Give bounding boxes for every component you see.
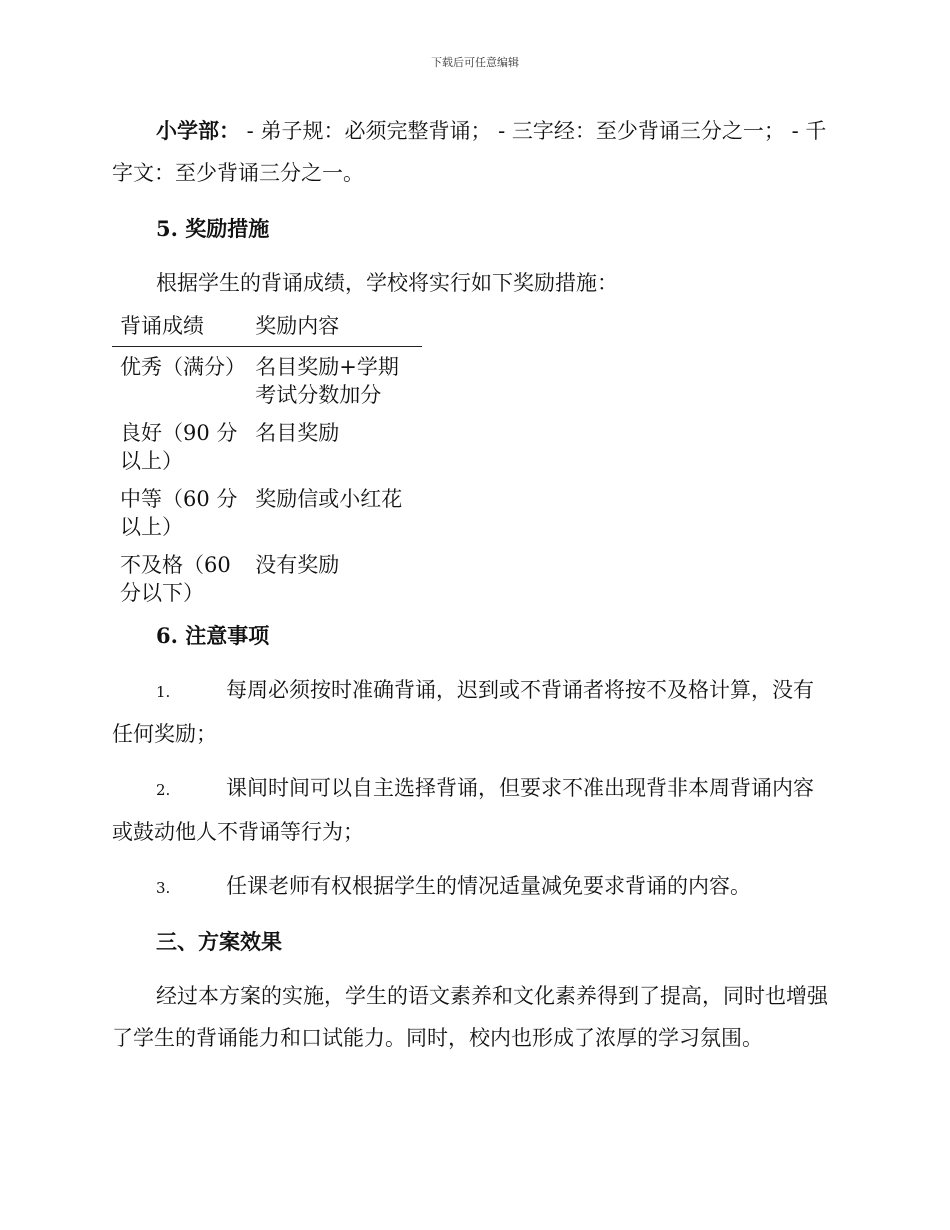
primary-text: - 弟子规：必须完整背诵； - 三字经：至少背诵三分之一； - 千字文：至少背诵三分之一。 [112,119,827,185]
reward-table-cell-score: 不及格（60 分以下） [120,553,231,605]
document-body [112,110,832,1059]
note-text: 每周必须按时准确背诵，迟到或不背诵者将按不及格计算，没有任何奖励； [112,678,814,746]
reward-table-cell-score: 优秀（满分） [120,355,246,379]
list-item [112,767,832,853]
reward-table-cell-score: 中等（60 分以上） [120,487,238,539]
reward-table-cell-reward: 奖励信或小红花 [255,487,403,511]
reward-heading: 5. 奖励措施 [156,216,270,241]
list-item [112,865,832,909]
reward-table-cell-score: 良好（90 分以上） [120,421,238,473]
reward-table-header-score: 背诵成绩 [112,308,247,347]
table-row [112,413,422,479]
note-text: 课间时间可以自主选择背诵，但要求不准出现背非本周背诵内容或鼓动他人不背诵等行为； [112,776,814,844]
reward-table-header-reward: 奖励内容 [247,308,422,347]
reward-intro: 根据学生的背诵成绩，学校将实行如下奖励措施： [156,271,618,295]
note-number: 3. [156,879,171,897]
table-row [112,545,422,611]
reward-table-cell-reward: 没有奖励 [255,553,340,577]
notes-heading: 6. 注意事项 [156,623,270,648]
reward-table-cell-reward: 名目奖励+学期考试分数加分 [255,355,399,407]
note-number: 2. [156,781,171,799]
effect-paragraph: 经过本方案的实施，学生的语文素养和文化素养得到了提高，同时也增强了学生的背诵能力和口试能力。同时，校内也形成了浓厚的学习氛围。 [112,984,828,1050]
reward-table-cell-reward: 名目奖励 [255,421,340,445]
list-item [112,669,832,755]
reward-table-header-row [112,308,422,347]
primary-requirements-paragraph [112,110,832,194]
table-row [112,479,422,545]
table-row [112,347,422,414]
note-number: 1. [156,683,171,701]
page-header-note: 下载后可任意编辑 [431,56,519,69]
reward-table [112,308,422,611]
primary-label: 小学部： [156,118,240,143]
effect-heading: 三、方案效果 [156,929,282,954]
note-text: 任课老师有权根据学生的情况适量减免要求背诵的内容。 [226,874,751,898]
